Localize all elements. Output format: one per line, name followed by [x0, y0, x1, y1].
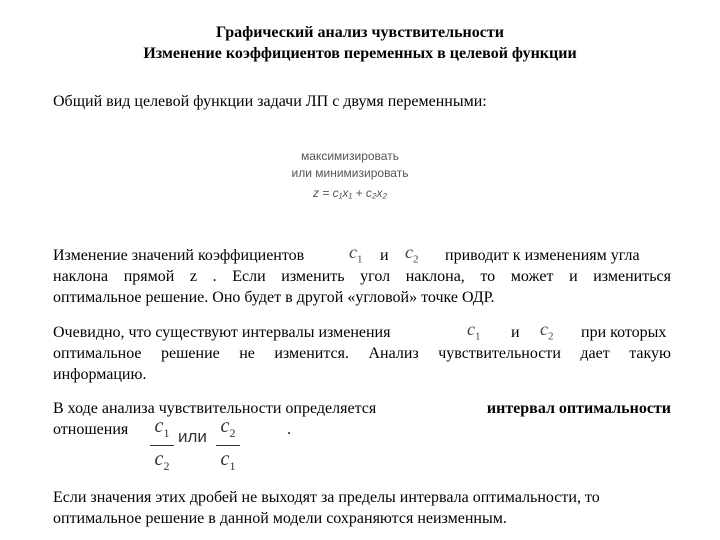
var-c2: $c_2$ [540, 319, 554, 343]
para2-line2: оптимальное решение не изменится. Анализ чувствительности дает такую [53, 345, 671, 362]
objective-formula [280, 148, 420, 204]
para1-text-b: приводит к изменениям угла [445, 247, 640, 264]
var-c2: $c_2$ [405, 242, 419, 266]
or-label: или [178, 427, 207, 446]
paragraph-conclusion [53, 487, 671, 529]
para1-line2: наклона прямой z . Если изменить угол наклона, то может и измениться [53, 268, 671, 285]
formula-line-max: максимизировать [301, 149, 399, 163]
fraction-c1-over-c2 [150, 414, 174, 479]
intro-text: Общий вид целевой функции задачи ЛП с двумя переменными: [53, 93, 487, 110]
paragraph-coefficient-change [53, 242, 671, 308]
paragraph-optimality-interval [53, 398, 671, 440]
var-c1: $c_1$ [349, 242, 363, 266]
para3-text-a: В ходе анализа чувствительности определяется [53, 400, 377, 417]
para2-text-a: Очевидно, что существуют интервалы изменения [53, 324, 391, 341]
formula-line-min: или минимизировать [291, 166, 409, 180]
fraction-denominator: $c_2$ [154, 448, 170, 473]
fraction-numerator: $c_2$ [216, 414, 240, 446]
fraction-numerator: $c_1$ [150, 414, 174, 446]
para1-and: и [380, 247, 389, 264]
para2-text-b: при которых [581, 324, 667, 341]
var-c1: $c_1$ [467, 319, 481, 343]
para2-line3: информацию. [53, 366, 147, 383]
fraction-denominator: $c_1$ [220, 448, 236, 473]
optimality-interval-term: интервал оптимальности [486, 400, 671, 417]
para2-and: и [511, 324, 520, 341]
paragraph-intervals [53, 319, 671, 385]
para3-period: . [287, 421, 291, 438]
para1-line3: оптимальное решение. Оно будет в другой «угловой» точке ОДР. [53, 289, 495, 306]
page-subtitle: Изменение коэффициентов переменных в целевой функции [143, 45, 577, 62]
para3-line2: отношения [53, 421, 129, 438]
para4-line2: оптимальное решение в данной модели сохраняются неизменным. [53, 510, 507, 527]
formula-equation: z = c₁x₁ + c₂x₂ [312, 186, 388, 200]
page-title: Графический анализ чувствительности [216, 24, 504, 41]
fraction-c2-over-c1 [216, 414, 240, 479]
para1-text-a: Изменение значений коэффициентов [53, 247, 305, 264]
para4-line1: Если значения этих дробей не выходят за пределы интервала оптимальности, то [53, 489, 600, 506]
